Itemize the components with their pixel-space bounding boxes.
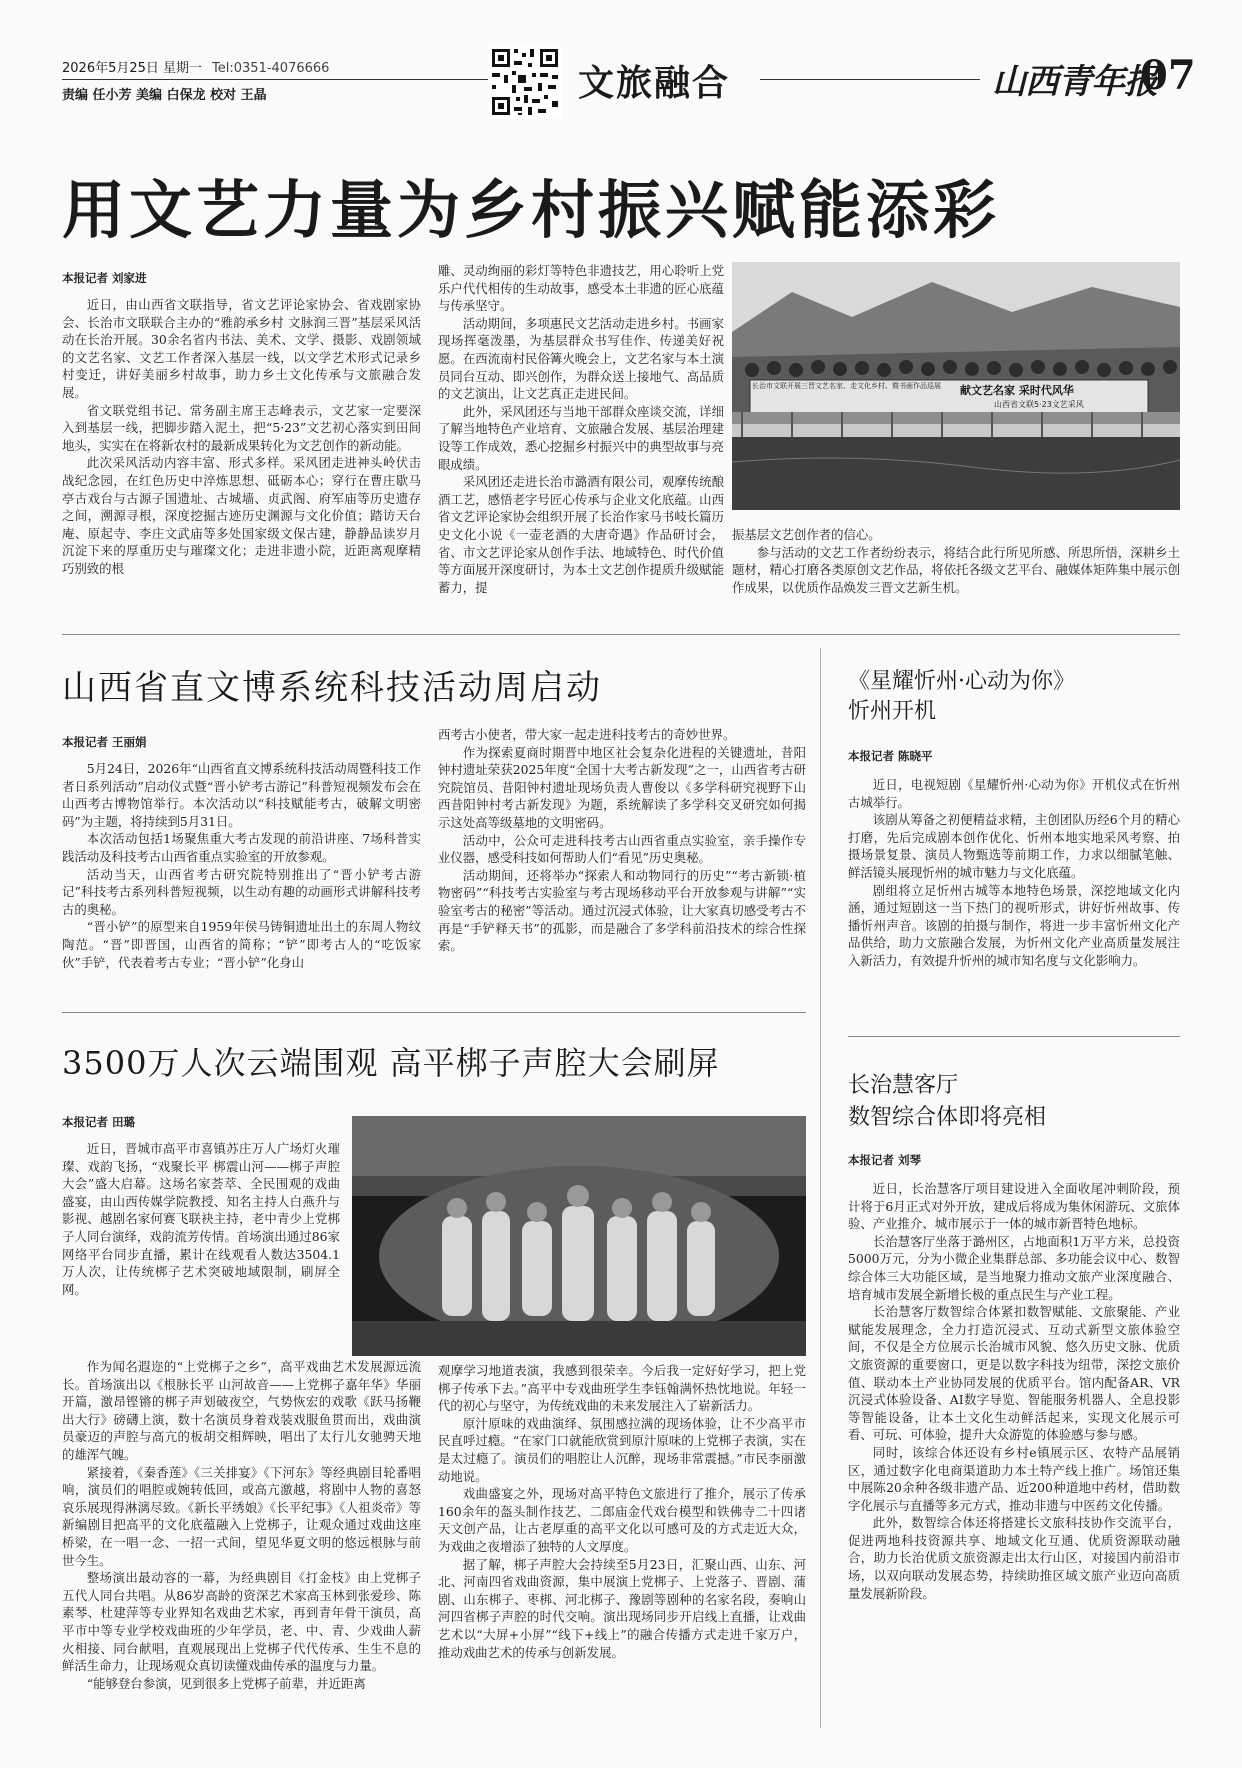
column-divider xyxy=(820,648,821,1728)
paragraph: 作为闻名遐迩的“上党梆子之乡”，高平戏曲艺术发展源远流长。首场演出以《根脉长平 山河故音——上党梆子嘉年华》华丽开篇，激昂铿锵的梆子声划破夜空，气势恢宏的戏歌《跃马扬鞭出大行》磅礴上演，数十名演员身着戏装戏服鱼贯而出，戏曲演员豪迈的声腔与高亢的板胡交相辉映，唱出了太行儿女驰骋天地的雄浑气魄。 xyxy=(62,1359,421,1462)
paragraph: 此次采风活动内容丰富、形式多样。采风团走进神头岭伏击战纪念园，在红色历史中淬炼思想、砥砺本心；穿行在曹庄歇马亭古戏台与古源子国遗址、古城墙、贞武阁、府军庙等历史遗存之间，溯源寻根，深度挖掘古迹历史渊源与文化价值；踏访天台庵、原起寺、李庄文武庙等多处国家级文保古建，静静品读岁月沉淀下来的厚重历史与璀璨文化；走进非遗小院，近距离观摩精巧别致的根 xyxy=(62,455,421,576)
paragraph: 采风团还走进长治市潞酒有限公司，观摩传统酿酒工艺，感悟老字号匠心传承与企业文化底蕴。山西省文艺评论家协会组织开展了长治作家马书岐长篇历史文化小说《一壶老酒的大唐奇遇》作品研讨会，省、市文艺评论家从创作手法、地域特色、时代价值等方面展开深度研讨，为本土文艺创作提质升级赋能蓄力，提 xyxy=(438,474,724,595)
paragraph: 活动当天，山西省考古研究院特别推出了“晋小铲考古游记”科技考古系列科普短视频，以生动有趣的动画形式讲解科技考古的奥秘。 xyxy=(62,866,421,917)
paragraph: 省文联党组书记、常务副主席王志峰表示，文艺家一定要深入到基层一线，把脚步踏入泥土，把“5·23”文艺初心落实到田间地头，实实在在将新农村的最新成果转化为文艺创作的新动能。 xyxy=(62,402,421,453)
header-rule-right xyxy=(760,79,980,80)
article3-column-1a xyxy=(62,1140,340,1356)
issue-date xyxy=(62,57,329,76)
lead-headline: 用文艺力量为乡村振兴赋能添彩 xyxy=(62,174,1000,247)
lead-byline: 本报记者 刘家进 xyxy=(62,271,147,285)
paragraph: 此外，采风团还与当地干部群众座谈交流，详细了解当地特色产业培育、文旅融合发展、基层治理建设等工作成效，悉心挖掘乡村振兴中的典型故事与亮眼成绩。 xyxy=(438,403,724,472)
article3-column-1b xyxy=(62,1358,421,1730)
paragraph: 此外，数智综合体还将搭建长文旅科技协作交流平台，促进两地科技资源共享、地域文化互通、优质资源联动融合，助力长治优质文旅资源走出太行山区，对接国内前沿市场，以双向联动发展态势，持续助推区域文旅产业迈向高质量发展新阶段。 xyxy=(848,1515,1180,1601)
article-headline: 3500万人次云端围观 高平梆子声腔大会刷屏 xyxy=(62,1044,720,1082)
paragraph: 近日，由山西省文联指导，省文艺评论家协会、省戏剧家协会、长治市文联联合主办的“雅韵承乡村 文脉润三晋”基层采风活动在长治开展。30余名省内书法、美术、文学、摄影、戏剧领域的文艺名家、文艺工作者深入基层一线，以文学艺术形式记录乡村变迁，讲好美丽乡村故事，助力乡土文化传承与文旅融合发展。 xyxy=(62,297,421,400)
photo-banner-title: 献文艺名家 采时代风华 xyxy=(960,384,1074,397)
newspaper-masthead: 山西青年报 xyxy=(992,62,1157,102)
photo-banner-subtitle: 长治市文联开展三晋文艺名家、走文化乡村、暨书画作品巡展 xyxy=(752,382,941,390)
photo-banner-caption: 山西省文联5·23文艺采风 xyxy=(994,400,1084,409)
paragraph: 近日，晋城市高平市喜镇苏庄万人广场灯火璀璨、戏韵飞扬，“戏聚长平 梆震山河——梆子声腔大会”盛大启幕。这场名家荟萃、全民围观的戏曲盛宴，由山西传媒学院教授、知名主持人白燕升与影视、越剧名家何赛飞联袂主持，老中青少上党梆子人同台演绎，戏韵流芳传情。首场演出通过86家网络平台同步直播，累计在线观看人数达3504.1万人次，让传统梆子艺术突破地域限制，刷屏全网。 xyxy=(62,1141,340,1297)
section-divider xyxy=(848,1036,1180,1037)
paragraph: 长治慧客厅数智综合体紧扣数智赋能、文旅聚能、产业赋能发展理念，全力打造沉浸式、互动式新型文旅体验空间，不仅是全方位展示长治城市风貌、悠久历史文脉、优质文旅资源的重要窗口，更是以数字科技为纽带，深挖文旅价值、联动本土产业协同发展的优质平台。馆内配备AR、VR沉浸式体验设备、AI数字导览、智能服务机器人、全息投影等智能设备，让本土文化生动鲜活起来，实现文化展示可看、可玩、可体验，提升大众游览的体验感与参与感。 xyxy=(848,1304,1180,1443)
paragraph: 该剧从筹备之初便精益求精，主创团队历经6个月的精心打磨，先后完成剧本创作优化、忻州本地实地采风考察、拍摄场景复景、演员人物甄选等前期工作，力求以细腻笔触、鲜活镜头展现忻州的城市魅力与文化底蕴。 xyxy=(848,812,1180,880)
section-divider xyxy=(62,634,1180,635)
lead-column-3 xyxy=(732,526,1180,614)
qr-code xyxy=(488,45,562,119)
paragraph: 近日，电视短剧《星耀忻州·心动为你》开机仪式在忻州古城举行。 xyxy=(848,777,1180,810)
article3-column-2 xyxy=(438,1362,806,1730)
paragraph: “能够登台参演，见到很多上党梆子前辈，并近距离 xyxy=(86,1675,366,1691)
editor-credits: 责编 任小芳 美编 白保龙 校对 王晶 xyxy=(62,88,267,103)
paragraph: 参与活动的文艺工作者纷纷表示，将结合此行所见所感、所思所悟，深耕乡土题材，精心打磨各类原创文艺作品，将依托各级文艺平台、融媒体矩阵集中展示创作成果，以优质作品焕发三晋文艺新生机。 xyxy=(732,544,1180,595)
paragraph: 西考古小使者，带大家一起走进科技考古的奇妙世界。 xyxy=(438,727,736,742)
paragraph: 观摩学习地道表演，我感到很荣幸。今后我一定好好学习，把上党梆子传承下去。”高平中专戏曲班学生李钰翰满怀热忱地说。年轻一代的初心与坚守，为传统戏曲的未来发展注入了崭新活力。 xyxy=(438,1363,806,1414)
paragraph: 剧组将立足忻州古城等本地特色场景，深挖地域文化内涵，通过短剧这一当下热门的视听形式，讲好忻州故事、传播忻州声音。该剧的拍摄与制作，将进一步丰富忻州文化产品供给，助力文旅融合发展，为忻州文化产业高质量发展注入新活力，有效提升忻州的城市知名度与文化影响力。 xyxy=(848,882,1180,968)
paragraph: 本次活动包括1场聚焦重大考古发现的前沿讲座、7场科普实践活动及科技考古山西省重点实验室的开放参观。 xyxy=(62,831,421,864)
paragraph: 原汁原味的戏曲演绎、氛围感拉满的现场体验，让不少高平市民直呼过瘾。“在家门口就能欣赏到原汁原味的上党梆子表演，实在是太过瘾了。演员们的唱腔让人沉醉，现场非常震撼。”市民李丽激动地说。 xyxy=(438,1415,806,1484)
article5-body xyxy=(848,1180,1180,1730)
article-byline: 本报记者 王丽娟 xyxy=(62,735,147,749)
paragraph: 活动中，公众可走进科技考古山西省重点实验室，亲手操作专业仪器，感受科技如何帮助人们“看见”历史奥秘。 xyxy=(438,832,806,866)
paragraph: 据了解，梆子声腔大会持续至5月23日，汇聚山西、山东、河北、河南四省戏曲资源，集中展演上党梆子、上党落子、晋剧、蒲剧、山东梆子、枣梆、河北梆子、豫剧等剧种的名家名段，奏响山河四省梆子声腔的时代交响。演出现场同步开启线上直播，让戏曲艺术以“大屏+小屏”“线下+线上”的融合传播方式走进千家万户，推动戏曲艺术的传承与创新发展。 xyxy=(438,1556,806,1660)
paragraph: 紧接着，《秦香莲》《三关排宴》《下河东》等经典剧目轮番唱响，演员们的唱腔或婉转低回，或高亢激越，将剧中人物的喜怒哀乐展现得淋漓尽致。《新长平绣娘》《长平纪事》《人祖炎帝》等新编剧目把高平的文化底蕴融入上党梆子，让观众通过戏曲这座桥梁，在一唱一念、一招一式间，望见华夏文明的悠远根脉与前世今生。 xyxy=(62,1464,421,1568)
paragraph: 5月24日，2026年“山西省直文博系统科技活动周暨科技工作者日系列活动”启动仪式暨“晋小铲考古游记”科普短视频发布会在山西考古博物馆举行。本次活动以“科技赋能考古，破解文明密码”为主题，将持续到5月31日。 xyxy=(62,761,421,829)
paragraph: 活动期间，多项惠民文艺活动走进乡村。书画家现场挥毫泼墨，为基层群众书写佳作、传递美好祝愿。在西流南村民俗篝火晚会上，文艺名家与本土演员同台互动、即兴创作，为群众送上接地气、高品质的文艺演出，让文艺真正走进民间。 xyxy=(438,315,724,402)
sidebar-headline-line1: 《星耀忻州·心动为你》 xyxy=(848,669,1075,694)
article2-column-2 xyxy=(438,726,806,994)
sidebar-headline-line2: 忻州开机 xyxy=(848,699,937,724)
lead-column-1 xyxy=(62,296,421,614)
paragraph: 雕、灵动绚丽的彩灯等特色非遗技艺，用心聆听上党乐户代代相传的生动故事，感受本土非遗的匠心底蕴与传承坚守。 xyxy=(438,263,724,314)
paragraph: 作为探索夏商时期晋中地区社会复杂化进程的关键遗址，昔阳钟村遗址荣获2025年度“全国十大考古新发现”之一，山西省考古研究院馆员、昔阳钟村遗址现场负责人曹俊以《多学科研究视野下山西昔阳钟村考古新发现》为题，系统解读了多学科交叉研究如何揭示这处高等级墓地的文明密码。 xyxy=(438,744,806,830)
date-text: 2026年5月25日 星期一 xyxy=(62,61,203,76)
header-rule-left xyxy=(62,79,502,80)
page-number: 07 xyxy=(1140,52,1196,99)
opera-photo xyxy=(352,1116,806,1356)
sidebar-headline-line1: 长治慧客厅 xyxy=(848,1073,959,1098)
article2-column-1 xyxy=(62,760,421,994)
telephone: Tel:0351-4076666 xyxy=(212,61,330,76)
paragraph: 活动期间，还将举办“探索人和动物同行的历史”“考古新锁·植物密码”“科技考古实验室与考古现场移动平台开放参观与讲解”“实验室考古的秘密”等活动。通过沉浸式体验，让大家真切感受考古不再是“手铲释天书”的孤影，而是融合了多学科前沿技术的综合性探索。 xyxy=(438,867,806,954)
sidebar-byline: 本报记者 刘琴 xyxy=(848,1153,922,1167)
section-divider xyxy=(62,1012,806,1013)
article4-body xyxy=(848,776,1180,1022)
paragraph: 同时，该综合体还设有乡村e镇展示区、农特产品展销区，通过数字化电商渠道助力本土特产线上推广。场馆还集中展陈20余种各级非遗产品、近200种道地中药材，借助数字化展示与直播等多元方式，推动非遗与中医药文化传播。 xyxy=(848,1444,1180,1513)
sidebar-byline: 本报记者 陈晓平 xyxy=(848,749,933,763)
lead-column-2 xyxy=(438,262,724,614)
paragraph: “晋小铲”的原型来自1959年侯马铸铜遗址出土的东周人物纹陶范。“晋”即晋国，山西省的简称；“铲”即考古人的“吃饭家伙”手铲，代表着考古专业；“晋小铲”化身山 xyxy=(62,919,421,970)
paragraph: 戏曲盛宴之外，现场对高平特色文旅进行了推介，展示了传承160余年的盔头制作技艺、二郎庙金代戏台模型和铁佛寺二十四诸天文创产品，让古老厚重的高平文化以可感可及的方式走近大众，为戏曲之夜增添了独特的人文厚度。 xyxy=(438,1486,806,1554)
paragraph: 整场演出最动容的一幕，为经典剧目《打金枝》由上党梆子五代人同台共唱。从86岁高龄的资深艺术家高玉林到张爱珍、陈素琴、杜建萍等专业界知名戏曲艺术家，再到青年骨干演员，高平市中等专业学校戏曲班的少年学员，老、中、青、少戏曲人薪火相接、同台献唱，直观展现出上党梆子代代传承、生生不息的鲜活生命力，让现场观众真切读懂戏曲传承的温度与力量。 xyxy=(62,1570,421,1674)
sidebar-headline-line2: 数智综合体即将亮相 xyxy=(848,1105,1047,1130)
section-title: 文旅融合 xyxy=(578,62,731,104)
article-byline: 本报记者 田璐 xyxy=(62,1115,136,1129)
paragraph: 振基层文艺创作者的信心。 xyxy=(732,527,881,542)
article-headline: 山西省直文博系统科技活动周启动 xyxy=(62,668,602,708)
paragraph: 近日，长治慧客厅项目建设进入全面收尾冲刺阶段，预计将于6月正式对外开放，建成后将成为集休闲游玩、文旅体验、产业推介、城市展示于一体的城市新晋特色地标。 xyxy=(848,1181,1180,1232)
paragraph: 长治慧客厅坐落于潞州区，占地面积1万平方米，总投资5000万元，分为小微企业集群总部、多功能会议中心、数智综合体三大功能区域，是当地聚力推动文旅产业深度融合、培育城市发展全新增长极的重点民生与产业工程。 xyxy=(848,1233,1180,1302)
lead-photo xyxy=(732,262,1180,510)
